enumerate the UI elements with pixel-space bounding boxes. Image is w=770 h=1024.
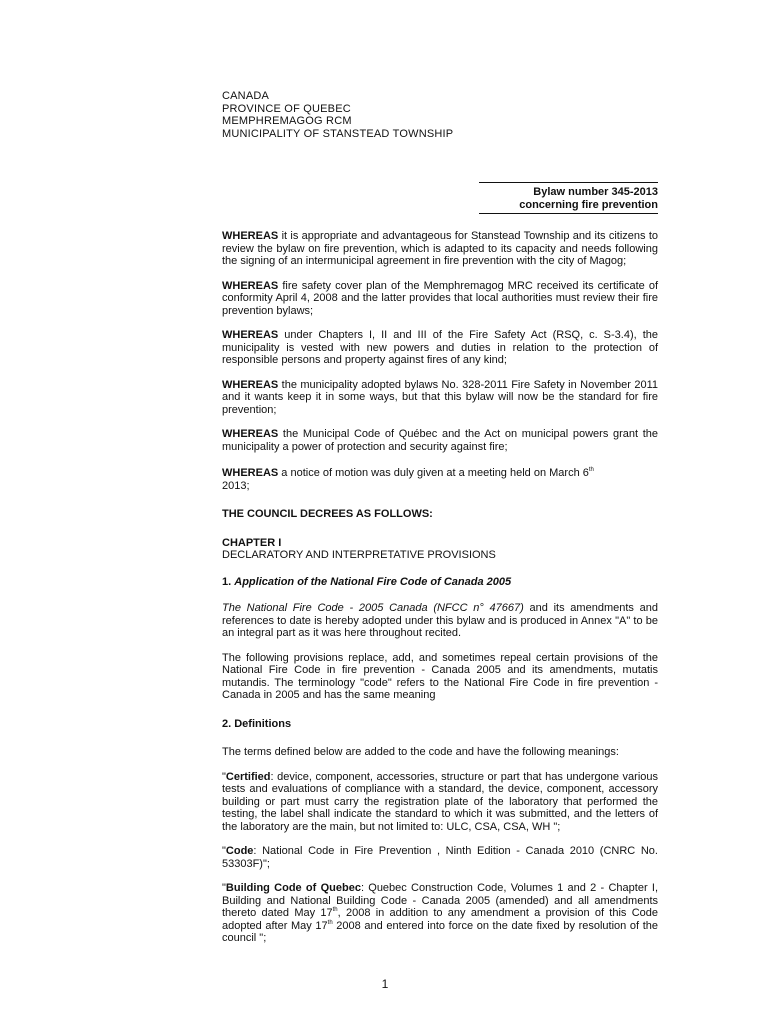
- whereas-text: a notice of motion was duly given at a meeting held on March 6: [281, 467, 589, 479]
- definition-text: : device, component, accessories, structure or part that has undergone various tests and evaluations of compliance with a standard, the device, component, accessory building or part must carry the registration plate of the laboratory that performed the testing, the label shall indicate the standard to which it was submitted, and the letters of the laboratory are the main, but not limited to: ULC, CSA, CSA, WH ";: [222, 770, 658, 833]
- header-line-country: CANADA: [222, 90, 270, 102]
- whereas-paragraph: [222, 428, 658, 453]
- decree-heading: THE COUNCIL DECREES AS FOLLOWS:: [222, 508, 433, 520]
- section-1-heading: [222, 576, 658, 589]
- code-reference: The National Fire Code - 2005 Canada (NFCC n° 47667): [222, 602, 524, 614]
- definition-code: [222, 845, 658, 870]
- page-number: 1: [381, 977, 389, 991]
- open-quote: ": [222, 882, 226, 894]
- chapter-title: DECLARATORY AND INTERPRETATIVE PROVISIONS: [222, 549, 496, 561]
- ordinal-suffix: th: [588, 467, 594, 473]
- definition-term: Code: [225, 845, 254, 857]
- section-1-text: and its amendments and references to date is hereby adopted under this bylaw and is produced in Annex "A" to be an integral part as it was here throughout recited.: [222, 602, 658, 639]
- definition-text: : Quebec Construction Code, Volumes 1 and 2 - Chapter I, Building and National Building Code - Canada 2005 (amended) and all amendments thereto dated May 17: [222, 882, 659, 919]
- whereas-paragraph: [222, 280, 658, 318]
- open-quote: ": [222, 845, 226, 857]
- whereas-text: under Chapters I, II and III of the Fire Safety Act (RSQ, c. S-3.4), the municipality is vested with new powers and duties in relation to the protection of responsible persons and property against fires of any kind;: [222, 329, 658, 366]
- section-1-number: 1.: [222, 575, 232, 588]
- whereas-text: it is appropriate and advantageous for Stanstead Township and its citizens to review the bylaw on fire prevention, which is adapted to its capacity and needs following the signing of an intermunicipal agreement in fire prevention with the city of Magog;: [222, 230, 659, 267]
- header-line-rcm: MEMPHREMAGOG RCM: [222, 115, 352, 127]
- section-2-heading: 2. Definitions: [222, 717, 292, 730]
- open-quote: ": [222, 770, 226, 783]
- whereas-text: fire safety cover plan of the Memphremagog MRC received its certificate of conformity April 4, 2008 and the latter provides that local authorities must review their fire prevention bylaws;: [222, 279, 659, 317]
- whereas-label: WHEREAS: [222, 378, 279, 391]
- whereas-text: the municipality adopted bylaws No. 328-2011 Fire Safety in November 2011 and it wants keep it in some ways, but that this bylaw will now be the standard for fire prevention;: [222, 378, 658, 416]
- whereas-label: WHEREAS: [222, 230, 279, 242]
- definition-text: 2008 and entered into force on the date fixed by resolution of the council ";: [222, 919, 658, 944]
- whereas-label: WHEREAS: [222, 279, 279, 292]
- ordinal-suffix: th: [332, 907, 338, 913]
- header-line-province: PROVINCE OF QUEBEC: [222, 102, 351, 115]
- whereas-label: WHEREAS: [222, 467, 279, 479]
- ordinal-suffix: th: [327, 919, 333, 926]
- definition-term: Certified: [225, 770, 271, 783]
- whereas-label: WHEREAS: [222, 428, 279, 440]
- jurisdiction-header: [222, 90, 658, 140]
- document-page: [222, 90, 658, 945]
- whereas-paragraph: [222, 467, 658, 492]
- definition-building-code: [222, 882, 658, 945]
- definition-text: , 2008 in addition to any amendment a provision of this Code adopted after May 17: [222, 907, 658, 932]
- bylaw-number: Bylaw number 345-2013: [533, 186, 658, 198]
- whereas-paragraph: [222, 230, 658, 268]
- section-1-paragraph: The following provisions replace, add, and sometimes repeal certain provisions of the National Fire Code in fire prevention - Canada 2005 and its amendments, mutatis mutandis. The terminology "code" refers to the National Fire Code in fire prevention - Canada in 2005 and has the same meaning: [222, 651, 658, 701]
- section-1-paragraph: [222, 602, 658, 640]
- whereas-text: the Municipal Code of Québec and the Act on municipal powers grant the municipality a power of protection and security against fire;: [222, 428, 659, 453]
- header-line-municipality: MUNICIPALITY OF STANSTEAD TOWNSHIP: [222, 127, 454, 140]
- whereas-paragraph: [222, 329, 658, 367]
- definitions-intro: The terms defined below are added to the code and have the following meanings:: [222, 746, 619, 758]
- section-1-title: Application of the National Fire Code of Canada 2005: [234, 575, 512, 588]
- whereas-text-year: 2013;: [222, 479, 250, 492]
- chapter-number: CHAPTER I: [222, 536, 282, 549]
- whereas-paragraph: [222, 379, 658, 417]
- definition-certified: [222, 771, 658, 834]
- bylaw-subject: concerning fire prevention: [519, 198, 658, 211]
- bylaw-title-box: [479, 182, 658, 214]
- definition-text: : National Code in Fire Prevention , Ninth Edition - Canada 2010 (CNRC No. 53303F)";: [222, 845, 658, 870]
- chapter-heading: [222, 537, 658, 562]
- definition-term: Building Code of Quebec: [225, 882, 361, 894]
- whereas-label: WHEREAS: [222, 329, 279, 341]
